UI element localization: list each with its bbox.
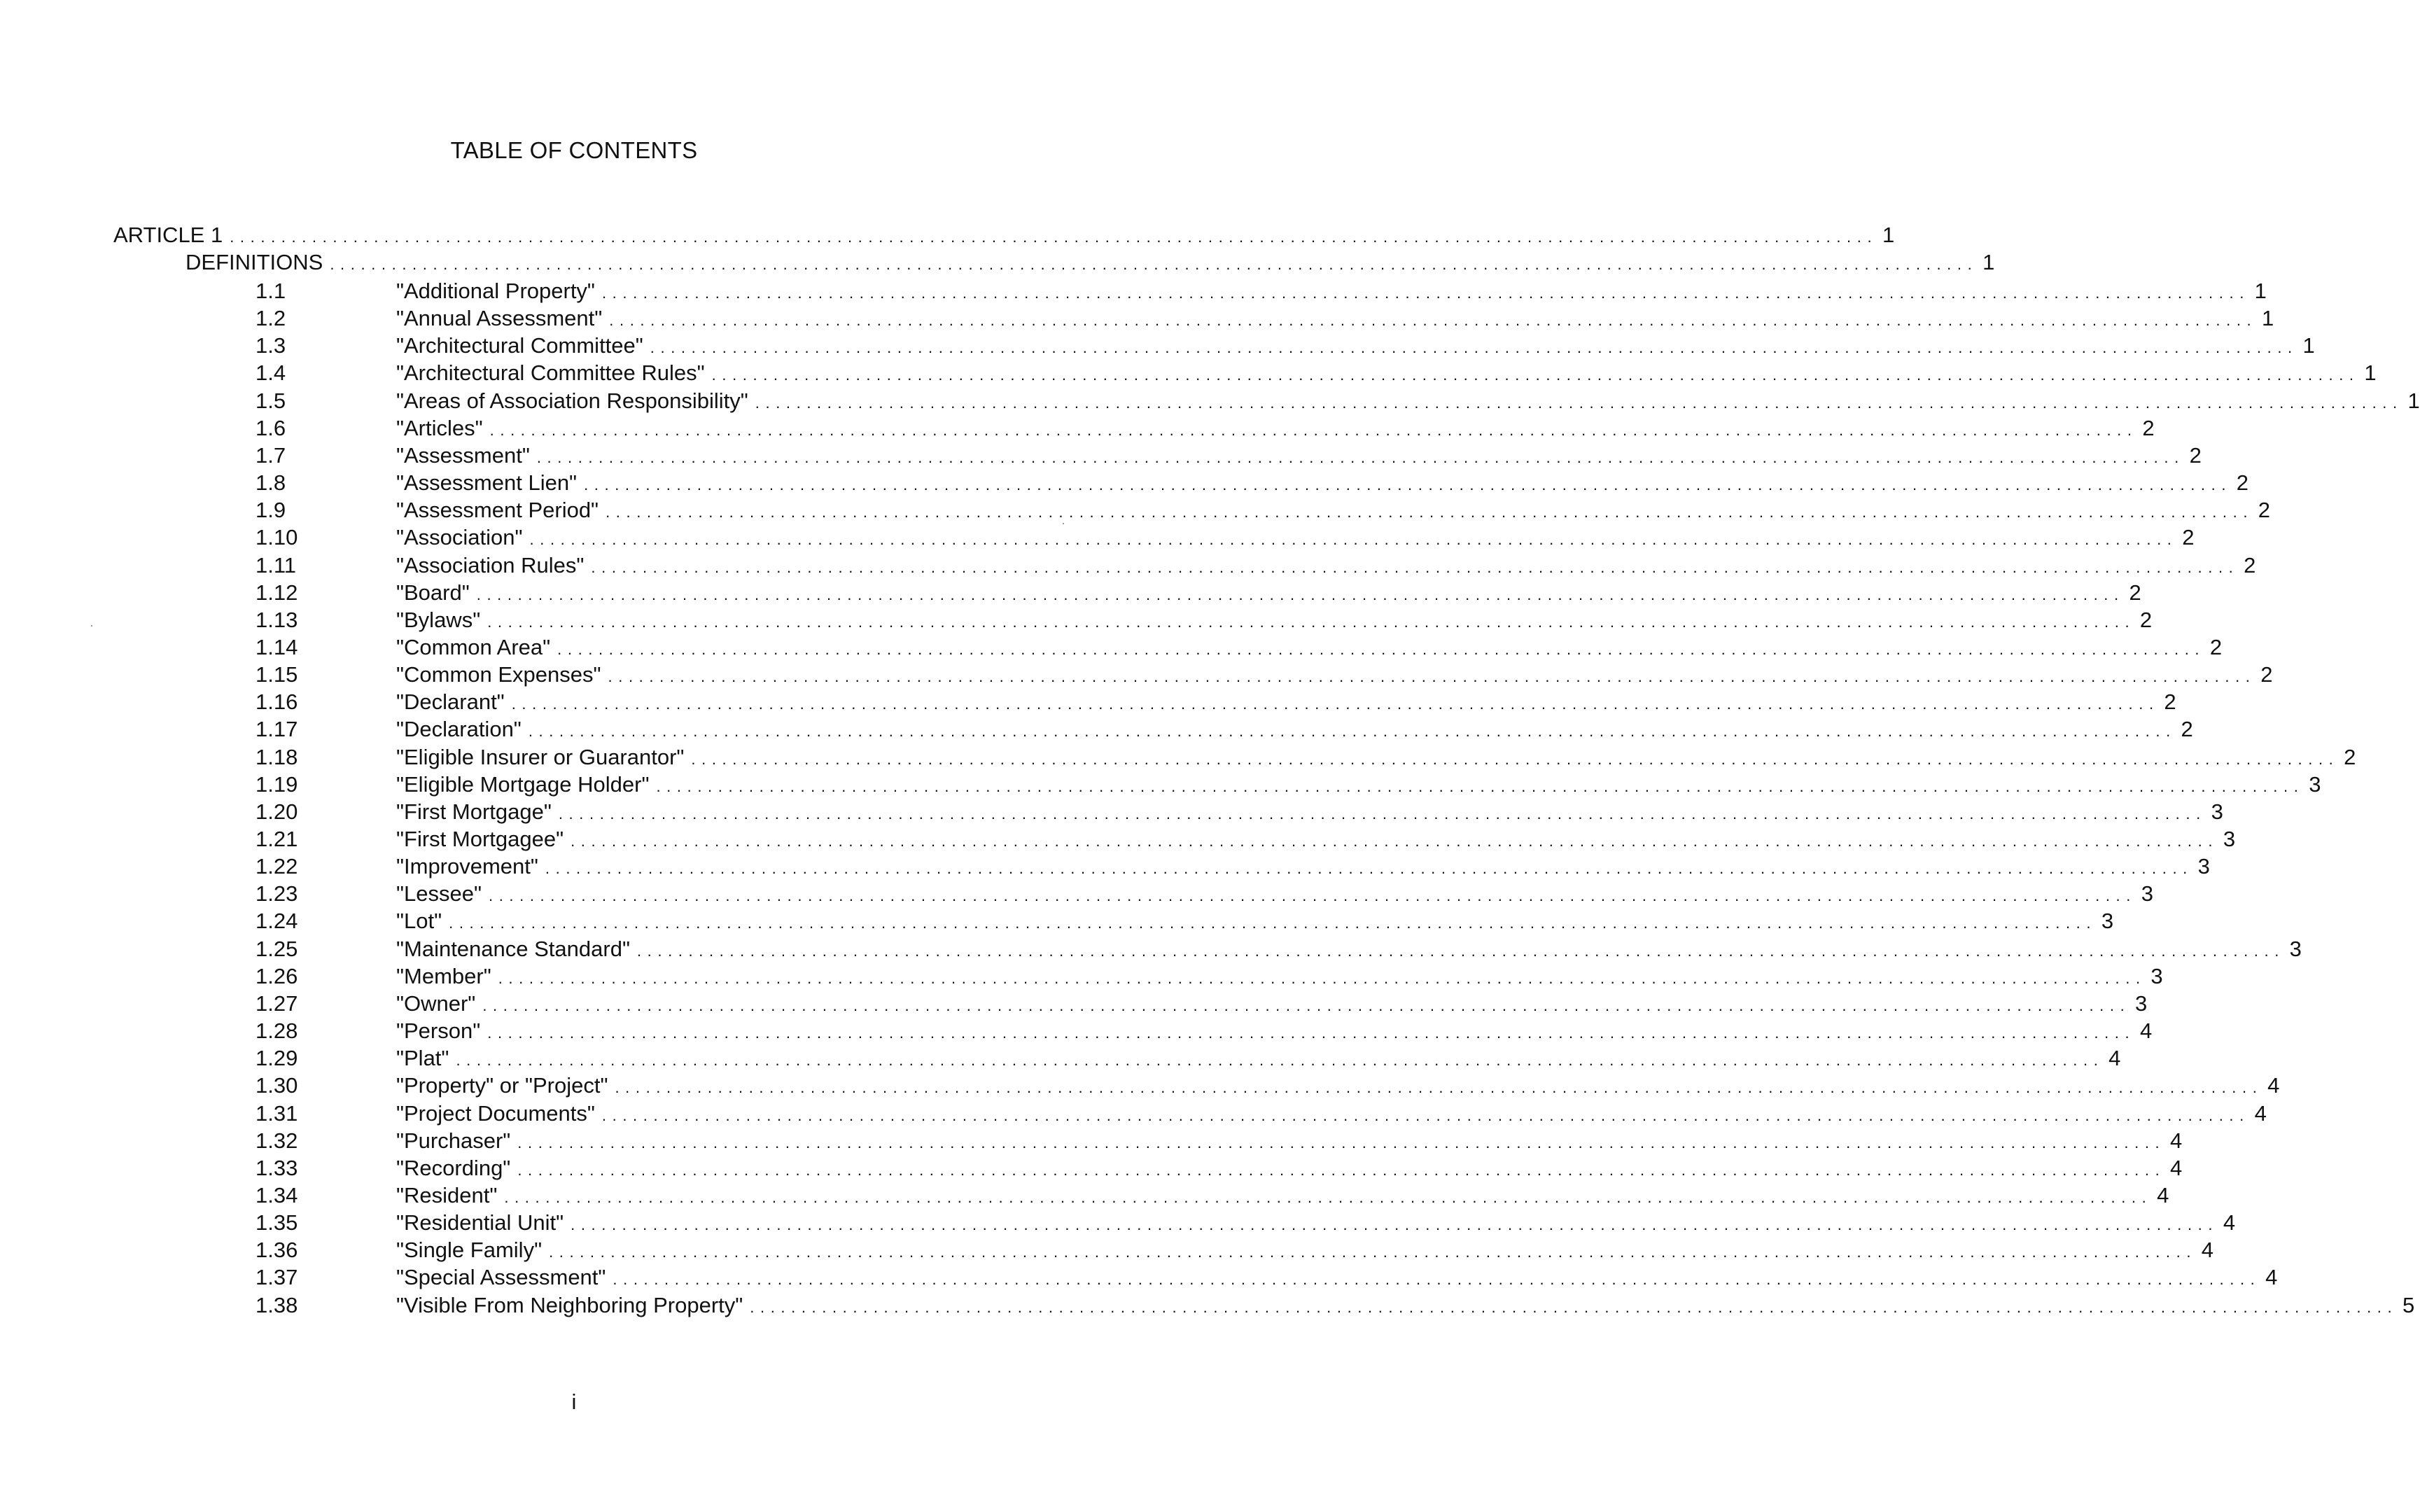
toc-item-number: 1.3	[256, 333, 286, 358]
toc-item-title: "Improvement"	[396, 854, 538, 878]
dot-leader: ................................................................................................................................................................	[584, 476, 2232, 493]
toc-item-entry[interactable]	[396, 854, 2210, 879]
toc-item-title: "Association"	[396, 525, 523, 550]
toc-item-entry[interactable]	[396, 1073, 2280, 1098]
toc-item-title: "Member"	[396, 964, 491, 988]
dot-leader: ................................................................................................................................................................	[449, 914, 2097, 932]
toc-item-page: 1	[2262, 306, 2274, 330]
toc-item-number: 1.29	[256, 1046, 298, 1070]
toc-item-page: 2	[2236, 470, 2249, 495]
toc-item-entry[interactable]	[396, 333, 2315, 358]
toc-item-title: "Recording"	[396, 1156, 511, 1180]
toc-item-number: 1.20	[256, 799, 298, 824]
toc-item-title: "Eligible Insurer or Guarantor"	[396, 745, 685, 769]
toc-item-entry[interactable]	[396, 745, 2356, 770]
toc-section-entry[interactable]	[186, 250, 1995, 275]
toc-item-entry[interactable]	[396, 580, 2141, 606]
dot-leader: ................................................................................................................................................................	[549, 1243, 2197, 1261]
toc-item-number: 1.36	[256, 1238, 298, 1262]
dot-leader: ................................................................................................................................................................	[571, 1216, 2219, 1233]
toc-item-entry[interactable]	[396, 1101, 2267, 1126]
toc-item-entry[interactable]	[396, 388, 2420, 414]
toc-item-page: 3	[2211, 799, 2223, 824]
toc-item-page: 3	[2309, 772, 2321, 797]
toc-item-title: "Maintenance Standard"	[396, 937, 630, 961]
toc-article-page: 1	[1882, 223, 1895, 247]
toc-item-title: "Project Documents"	[396, 1101, 595, 1126]
toc-item-entry[interactable]	[396, 608, 2153, 633]
toc-item-entry[interactable]	[396, 772, 2321, 797]
toc-item-page: 2	[2189, 443, 2202, 468]
toc-item-number: 1.26	[256, 964, 298, 988]
toc-item-number: 1.23	[256, 881, 298, 906]
toc-item-page: 4	[2265, 1265, 2278, 1289]
toc-item-page: 4	[2139, 1018, 2153, 1043]
toc-item-title: "Bylaws"	[396, 608, 481, 632]
toc-item-page: 4	[2170, 1156, 2183, 1180]
toc-item-title: "Architectural Committee"	[396, 333, 643, 358]
toc-item-entry[interactable]	[396, 1238, 2214, 1263]
page-number: i	[571, 1390, 577, 1414]
toc-item-number: 1.6	[256, 416, 286, 440]
toc-item-number: 1.1	[256, 279, 286, 303]
toc-item-page: 2	[2142, 416, 2155, 440]
toc-item-page: 4	[2267, 1073, 2280, 1098]
dot-leader: ................................................................................................................................................................	[609, 312, 2258, 329]
toc-item-title: "Architectural Committee Rules"	[396, 360, 705, 385]
dot-leader: ................................................................................................................................................................	[615, 1079, 2263, 1096]
toc-item-number: 1.16	[256, 690, 298, 714]
toc-item-entry[interactable]	[396, 1128, 2183, 1154]
toc-item-title: "Lessee"	[396, 881, 482, 906]
toc-item-entry[interactable]	[396, 937, 2302, 962]
dot-leader: ................................................................................................................................................................	[476, 586, 2125, 603]
toc-item-page: 2	[2344, 745, 2356, 769]
toc-item-number: 1.4	[256, 360, 286, 385]
dot-leader: ................................................................................................................................................................	[504, 1189, 2153, 1206]
toc-item-entry[interactable]	[396, 498, 2271, 523]
toc-item-entry[interactable]	[396, 964, 2163, 989]
dot-leader: ................................................................................................................................................................	[711, 366, 2360, 384]
toc-item-page: 3	[2141, 881, 2153, 906]
scan-speck	[91, 625, 92, 626]
dot-leader: ................................................................................................................................................................	[456, 1051, 2104, 1069]
toc-item-title: "Person"	[396, 1018, 481, 1043]
toc-item-entry[interactable]	[396, 799, 2223, 825]
toc-item-number: 1.35	[256, 1210, 298, 1235]
dot-leader: ................................................................................................................................................................	[591, 559, 2239, 576]
toc-item-entry[interactable]	[396, 1018, 2153, 1044]
toc-item-page: 2	[2181, 717, 2193, 741]
toc-item-title: "Special Assessment"	[396, 1265, 606, 1289]
toc-item-page: 4	[2201, 1238, 2214, 1262]
toc-item-title: "Purchaser"	[396, 1128, 511, 1153]
toc-item-page: 1	[2407, 388, 2420, 413]
toc-item-title: "Common Expenses"	[396, 662, 601, 687]
dot-leader: ................................................................................................................................................................	[750, 1298, 2398, 1316]
toc-item-entry[interactable]	[396, 553, 2256, 578]
toc-item-number: 1.12	[256, 580, 298, 605]
toc-item-page: 1	[2364, 360, 2377, 385]
toc-item-title: "Assessment"	[396, 443, 530, 468]
toc-item-page: 3	[2223, 827, 2236, 851]
toc-item-number: 1.33	[256, 1156, 298, 1180]
toc-item-title: "Visible From Neighboring Property"	[396, 1293, 743, 1317]
toc-item-number: 1.25	[256, 937, 298, 961]
toc-item-page: 2	[2244, 553, 2256, 578]
toc-item-entry[interactable]	[396, 1156, 2183, 1181]
dot-leader: ................................................................................................................................................................	[528, 722, 2176, 740]
toc-item-page: 1	[2302, 333, 2315, 358]
toc-item-number: 1.11	[256, 553, 297, 578]
toc-item-title: "Single Family"	[396, 1238, 543, 1262]
dot-leader: ................................................................................................................................................................	[636, 942, 2285, 960]
toc-item-number: 1.38	[256, 1293, 298, 1317]
toc-item-number: 1.8	[256, 470, 286, 495]
toc-item-title: "First Mortgagee"	[396, 827, 564, 851]
dot-leader: ................................................................................................................................................................	[498, 969, 2146, 987]
toc-item-entry[interactable]	[396, 1046, 2121, 1071]
dot-leader: ................................................................................................................................................................	[650, 339, 2298, 356]
toc-item-title: "Additional Property"	[396, 279, 595, 303]
dot-leader: ................................................................................................................................................................	[517, 1134, 2166, 1152]
toc-item-entry[interactable]	[396, 1210, 2236, 1236]
toc-item-number: 1.19	[256, 772, 298, 797]
dot-leader: ................................................................................................................................................................	[613, 1270, 2261, 1288]
toc-item-title: "Resident"	[396, 1183, 498, 1208]
toc-item-number: 1.18	[256, 745, 298, 769]
toc-item-number: 1.7	[256, 443, 286, 468]
toc-item-page: 3	[2135, 991, 2148, 1016]
toc-item-entry[interactable]	[396, 881, 2153, 906]
toc-item-entry[interactable]	[396, 827, 2236, 852]
toc-item-page: 2	[2258, 498, 2271, 522]
toc-item-page: 4	[2170, 1128, 2183, 1153]
toc-item-title: "Residential Unit"	[396, 1210, 564, 1235]
toc-item-entry[interactable]	[396, 306, 2274, 331]
toc-item-number: 1.14	[256, 635, 298, 659]
dot-leader: ................................................................................................................................................................	[691, 750, 2339, 768]
dot-leader: ................................................................................................................................................................	[601, 284, 2250, 302]
toc-item-page: 2	[2209, 635, 2223, 659]
toc-item-page: 1	[2254, 279, 2267, 303]
toc-item-title: "First Mortgage"	[396, 799, 552, 824]
dot-leader: ................................................................................................................................................................	[487, 1024, 2136, 1042]
toc-item-number: 1.2	[256, 306, 286, 330]
toc-item-title: "Articles"	[396, 416, 483, 440]
dot-leader: ................................................................................................................................................................	[536, 449, 2185, 466]
dot-leader: ................................................................................................................................................................	[230, 228, 1878, 246]
toc-item-number: 1.27	[256, 991, 298, 1016]
toc-item-number: 1.31	[256, 1101, 298, 1126]
toc-item-page: 2	[2260, 662, 2273, 687]
toc-item-page: 4	[2108, 1046, 2121, 1070]
toc-item-title: "Declarant"	[396, 690, 505, 714]
toc-section-page: 1	[1982, 250, 1995, 274]
toc-item-number: 1.32	[256, 1128, 298, 1153]
dot-leader: ................................................................................................................................................................	[601, 1107, 2250, 1124]
toc-item-number: 1.10	[256, 525, 298, 550]
toc-item-page: 4	[2157, 1183, 2169, 1208]
toc-item-entry[interactable]	[396, 635, 2223, 660]
toc-item-page: 2	[2182, 525, 2195, 550]
dot-leader: ................................................................................................................................................................	[487, 613, 2136, 631]
toc-item-number: 1.5	[256, 388, 286, 413]
toc-item-number: 1.21	[256, 827, 298, 851]
toc-item-entry[interactable]	[396, 525, 2195, 550]
toc-item-number: 1.22	[256, 854, 298, 878]
toc-item-entry[interactable]	[396, 360, 2377, 386]
toc-item-entry[interactable]	[396, 416, 2155, 441]
toc-item-title: "Property" or "Project"	[396, 1073, 608, 1098]
dot-leader: ................................................................................................................................................................	[482, 997, 2131, 1014]
dot-leader: ................................................................................................................................................................	[557, 640, 2206, 658]
toc-item-title: "Lot"	[396, 909, 442, 933]
toc-item-title: "Association Rules"	[396, 553, 585, 578]
dot-leader: ................................................................................................................................................................	[755, 394, 2403, 412]
dot-leader: ................................................................................................................................................................	[558, 805, 2206, 822]
scan-speck	[1063, 523, 1064, 524]
toc-item-title: "Declaration"	[396, 717, 522, 741]
dot-leader: ................................................................................................................................................................	[545, 860, 2193, 877]
toc-item-number: 1.30	[256, 1073, 298, 1098]
toc-item-page: 3	[2197, 854, 2210, 878]
toc-item-page: 5	[2402, 1293, 2415, 1317]
toc-item-entry[interactable]	[396, 443, 2202, 468]
toc-item-title: "Annual Assessment"	[396, 306, 603, 330]
toc-item-entry[interactable]	[396, 690, 2176, 715]
toc-item-entry[interactable]	[396, 909, 2114, 934]
dot-leader: ................................................................................................................................................................	[330, 255, 1978, 273]
toc-item-entry[interactable]	[396, 470, 2249, 496]
toc-item-entry[interactable]	[396, 717, 2193, 742]
toc-item-page: 2	[2164, 690, 2176, 714]
toc-item-title: "Plat"	[396, 1046, 449, 1070]
toc-item-title: "Assessment Lien"	[396, 470, 578, 495]
dot-leader: ................................................................................................................................................................	[529, 531, 2178, 548]
toc-item-page: 2	[2129, 580, 2141, 605]
toc-item-entry[interactable]	[396, 1183, 2169, 1208]
toc-item-number: 1.15	[256, 662, 298, 687]
dot-leader: ................................................................................................................................................................	[656, 778, 2304, 795]
toc-item-title: "Owner"	[396, 991, 476, 1016]
toc-item-title: "Board"	[396, 580, 470, 605]
toc-item-page: 3	[2101, 909, 2114, 933]
toc-article-entry[interactable]	[113, 223, 1895, 248]
dot-leader: ................................................................................................................................................................	[489, 421, 2138, 439]
toc-item-number: 1.17	[256, 717, 298, 741]
toc-item-number: 1.13	[256, 608, 298, 632]
toc-section-label: DEFINITIONS	[186, 250, 323, 274]
dot-leader: ................................................................................................................................................................	[511, 695, 2160, 713]
toc-item-entry[interactable]	[396, 991, 2148, 1016]
toc-item-page: 3	[2150, 964, 2163, 988]
toc-item-page: 2	[2139, 608, 2153, 632]
toc-item-number: 1.9	[256, 498, 286, 522]
toc-item-entry[interactable]	[396, 1293, 2415, 1318]
toc-item-page: 4	[2254, 1101, 2267, 1126]
dot-leader: ................................................................................................................................................................	[517, 1161, 2166, 1179]
toc-item-number: 1.37	[256, 1265, 298, 1289]
toc-article-label: ARTICLE 1	[113, 223, 223, 247]
toc-item-page: 4	[2223, 1210, 2236, 1235]
toc-item-title: "Assessment Period"	[396, 498, 599, 522]
toc-item-page: 3	[2289, 937, 2302, 961]
page-title: TABLE OF CONTENTS	[450, 137, 698, 163]
toc-item-entry[interactable]	[396, 662, 2273, 687]
toc-item-title: "Common Area"	[396, 635, 551, 659]
toc-item-number: 1.34	[256, 1183, 298, 1208]
dot-leader: ................................................................................................................................................................	[606, 503, 2254, 521]
toc-item-title: "Areas of Association Responsibility"	[396, 388, 748, 413]
toc-item-entry[interactable]	[396, 279, 2267, 304]
dot-leader: ................................................................................................................................................................	[488, 887, 2136, 904]
toc-item-entry[interactable]	[396, 1265, 2278, 1290]
dot-leader: ................................................................................................................................................................	[608, 668, 2256, 685]
toc-item-number: 1.28	[256, 1018, 298, 1043]
toc-item-number: 1.24	[256, 909, 298, 933]
dot-leader: ................................................................................................................................................................	[571, 832, 2219, 850]
toc-item-title: "Eligible Mortgage Holder"	[396, 772, 650, 797]
